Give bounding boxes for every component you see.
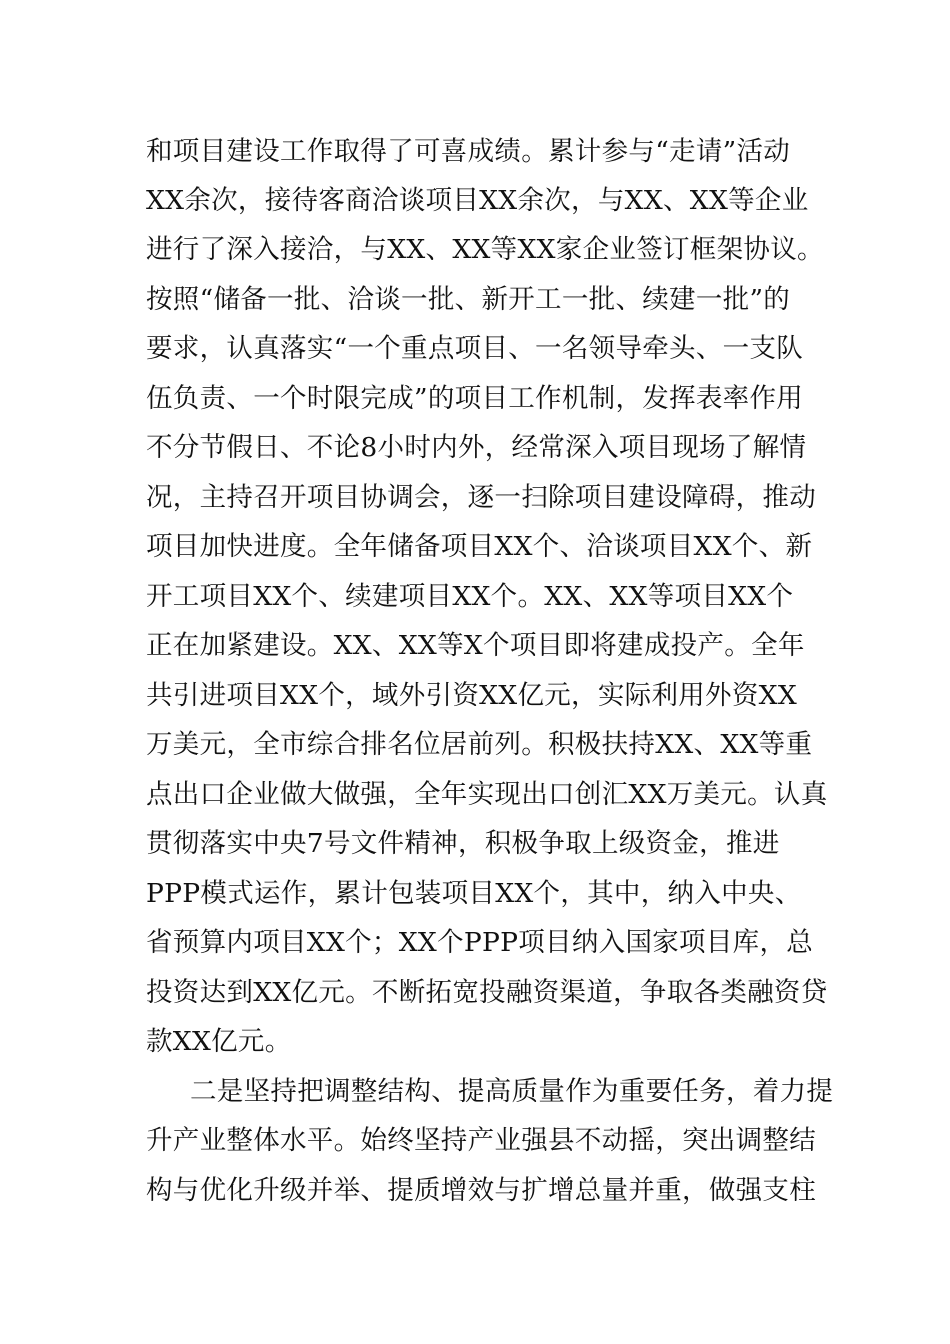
paragraph-line: 升产业整体水平。始终坚持产业强县不动摇，突出调整结 [146, 1125, 816, 1156]
paragraph-line: 和项目建设工作取得了可喜成绩。累计参与“走请”活动 [146, 136, 791, 167]
paragraph-line: XX余次，接待客商洽谈项目XX余次，与XX、XX等企业 [146, 185, 809, 216]
paragraph-line: 贯彻落实中央7号文件精神，积极争取上级资金，推进 [146, 828, 780, 859]
paragraph-line: 万美元，全市综合排名位居前列。积极扶持XX、XX等重 [146, 729, 813, 760]
paragraph-line: 正在加紧建设。XX、XX等X个项目即将建成投产。全年 [146, 630, 805, 661]
paragraph-line: PPP模式运作，累计包装项目XX个，其中，纳入中央、 [146, 878, 802, 909]
paragraph-line: 进行了深入接洽，与XX、XX等XX家企业签订框架协议。 [146, 234, 824, 265]
paragraph-line: 二是坚持把调整结构、提高质量作为重要任务，着力提 [190, 1076, 834, 1107]
paragraph-line: 共引进项目XX个，域外引资XX亿元，实际利用外资XX [146, 680, 797, 711]
paragraph-line: 省预算内项目XX个；XX个PPP项目纳入国家项目库，总 [146, 927, 814, 958]
paragraph-line: 项目加快进度。全年储备项目XX个、洽谈项目XX个、新 [146, 531, 813, 562]
paragraph-line: 况，主持召开项目协调会，逐一扫除项目建设障碍，推动 [146, 482, 816, 513]
paragraph-line: 按照“储备一批、洽谈一批、新开工一批、续建一批”的 [146, 284, 791, 315]
paragraph-line: 点出口企业做大做强，全年实现出口创汇XX万美元。认真 [146, 779, 828, 810]
paragraph-line: 要求，认真落实“一个重点项目、一名领导牵头、一支队 [146, 333, 804, 364]
paragraph-line: 款XX亿元。 [146, 1026, 292, 1057]
paragraph-line: 构与优化升级并举、提质增效与扩增总量并重，做强支柱 [146, 1175, 816, 1206]
paragraph-line: 不分节假日、不论8小时内外，经常深入项目现场了解情 [146, 432, 807, 463]
paragraph-line: 伍负责、一个时限完成”的项目工作机制，发挥表率作用 [146, 383, 804, 414]
paragraph-line: 开工项目XX个、续建项目XX个。XX、XX等项目XX个 [146, 581, 794, 612]
paragraph-line: 投资达到XX亿元。不断拓宽投融资渠道，争取各类融资贷 [146, 977, 828, 1008]
